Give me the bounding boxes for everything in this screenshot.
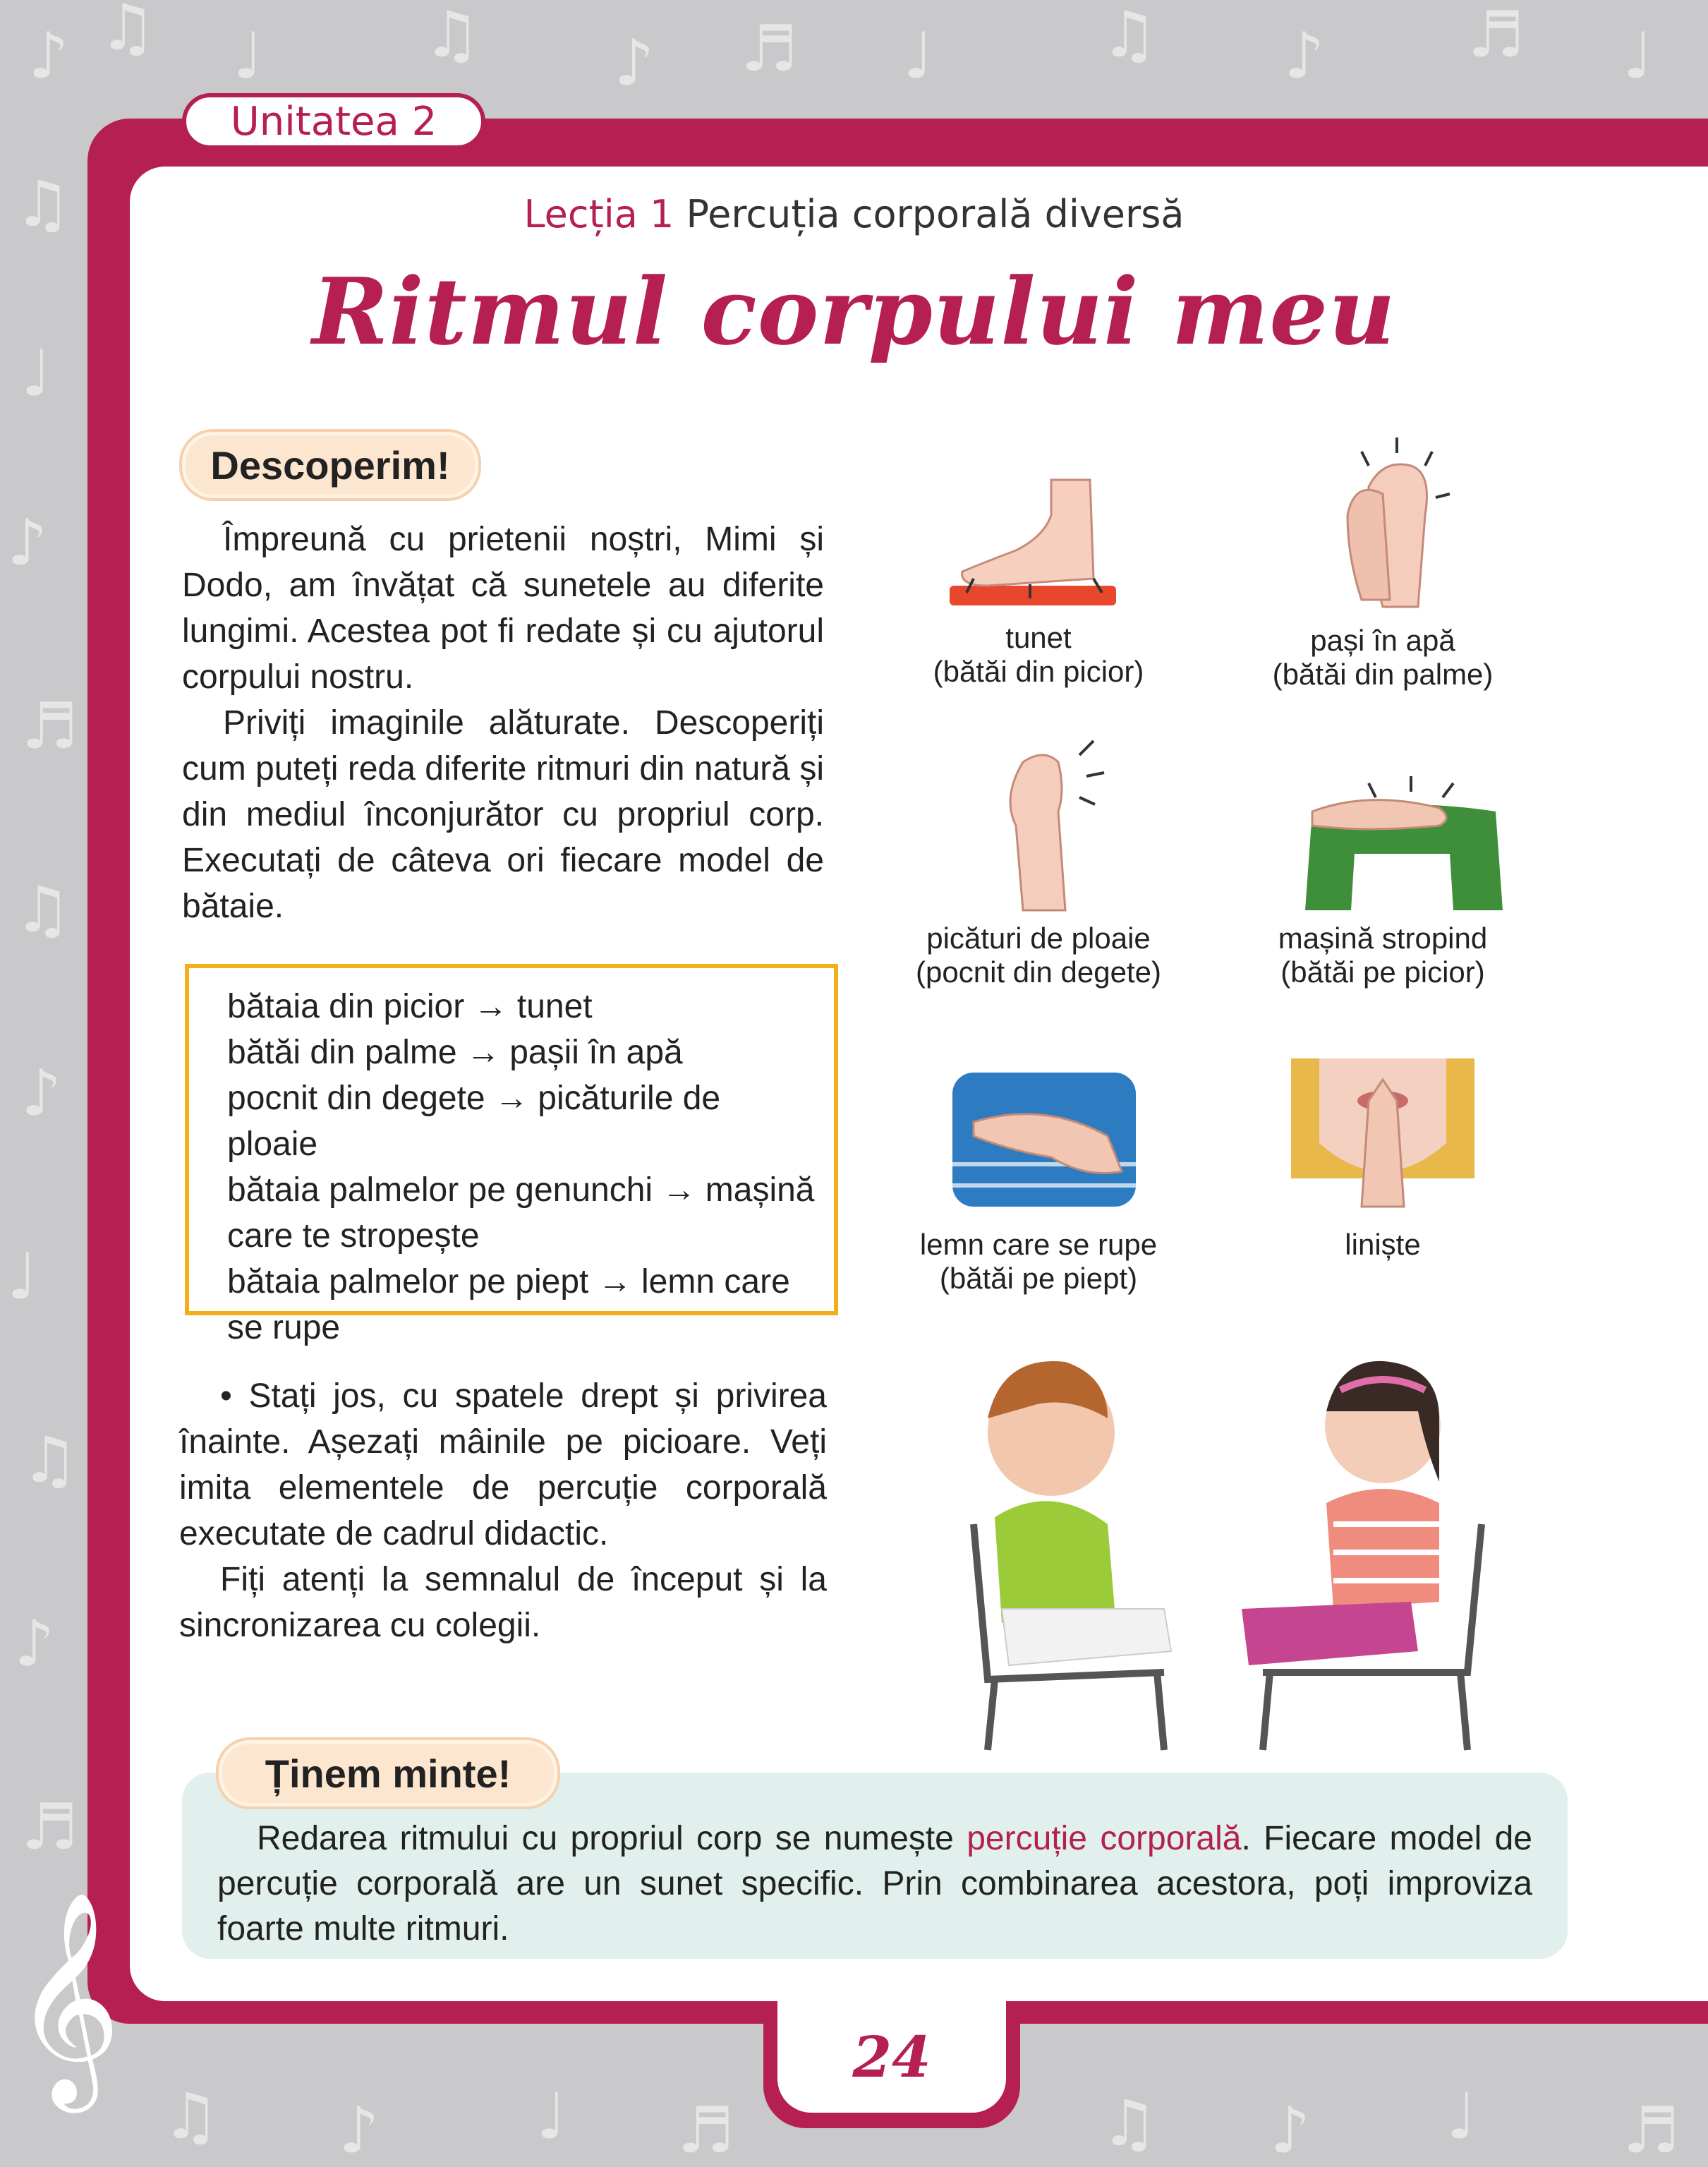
caption-line: (pocnit din degete) [916, 955, 1161, 989]
caption-line: (bătăi din palme) [1272, 658, 1494, 691]
remember-text [217, 1816, 1532, 1952]
svg-text:♫: ♫ [1101, 0, 1158, 72]
svg-text:♫: ♫ [1101, 2087, 1158, 2161]
foot-stomp-illustration [945, 473, 1129, 614]
page-number: 24 [852, 2024, 931, 2090]
caption-line: lemn care se rupe [919, 1228, 1158, 1261]
svg-text:♪: ♪ [7, 506, 48, 580]
caption-snap [890, 922, 1187, 989]
caption-line: (bătăi pe piept) [939, 1262, 1138, 1295]
svg-text:♬: ♬ [21, 689, 78, 763]
rule-item: pocnit din degete → picăturile de ploaie [227, 1080, 730, 1163]
discover-heading-label: Descoperim! [210, 442, 450, 488]
remember-text-start: Redarea ritmului cu propriul corp se numește [257, 1820, 967, 1857]
instruction-paragraph: Fiți atenți la semnalul de început și la sincronizarea cu colegii. [179, 1561, 827, 1644]
silence-gesture-illustration [1291, 1058, 1474, 1214]
remember-highlight: percuție corporală [967, 1820, 1242, 1857]
svg-text:♪: ♪ [1270, 2094, 1311, 2167]
remember-text-end: . Fiecare model de percuție corporală are un sunet specific. Prin combinarea acestora, poți improviza foarte multe ritmuri. [217, 1820, 1532, 1948]
svg-text:♩: ♩ [21, 337, 52, 411]
knee-tap-illustration [1298, 769, 1510, 910]
girl-figure [1242, 1361, 1482, 1750]
svg-text:♫: ♫ [21, 1423, 78, 1497]
discover-heading [182, 432, 478, 498]
svg-text:♪: ♪ [28, 19, 69, 93]
svg-text:♫: ♫ [14, 873, 71, 947]
caption-knee [1235, 922, 1531, 989]
intro-paragraph: Împreună cu prietenii noștri, Mimi și Dodo, am învățat că sunetele au diferite lungimi. Acestea pot fi redate și cu ajutorul corpului nostru. [182, 521, 824, 696]
unit-badge [182, 93, 485, 150]
svg-text:♩: ♩ [233, 19, 263, 93]
lesson-subtitle [0, 192, 1708, 236]
chest-tap-illustration [945, 1058, 1143, 1214]
caption-foot [890, 621, 1187, 689]
svg-text:♪: ♪ [21, 1056, 62, 1130]
svg-text:♫: ♫ [162, 2080, 219, 2154]
svg-text:♬: ♬ [1467, 0, 1525, 72]
caption-line: mașină stropind [1278, 922, 1488, 955]
remember-heading-label: Ținem minte! [265, 1751, 511, 1796]
caption-line: picături de ploaie [926, 922, 1151, 955]
svg-text:♪: ♪ [14, 1607, 55, 1681]
svg-text:♬: ♬ [21, 1790, 78, 1864]
caption-line: liniște [1345, 1228, 1421, 1261]
intro-text [182, 517, 824, 929]
svg-text:♪: ♪ [339, 2094, 380, 2167]
svg-text:♩: ♩ [1623, 19, 1653, 93]
caption-line: (bătăi pe picior) [1280, 955, 1485, 989]
unit-label: Unitatea 2 [230, 98, 437, 145]
svg-text:♪: ♪ [614, 26, 655, 100]
svg-text:♩: ♩ [903, 19, 933, 93]
svg-text:♬: ♬ [1623, 2094, 1680, 2167]
hand-clap-illustration [1326, 430, 1467, 614]
finger-snap-illustration [981, 734, 1122, 917]
caption-line: tunet [1005, 621, 1072, 654]
svg-text:♬: ♬ [677, 2094, 734, 2167]
svg-text:♬: ♬ [741, 12, 798, 86]
treble-clef-icon: 𝄞 [13, 1890, 121, 2103]
page-title: Ritmul corpului meu [312, 258, 1396, 366]
svg-text:♩: ♩ [7, 1240, 37, 1314]
remember-heading [219, 1740, 557, 1806]
svg-text:♩: ♩ [536, 2080, 567, 2154]
svg-text:♫: ♫ [14, 167, 71, 241]
rule-item: bătaia palmelor pe genunchi → mașină care te stropește [227, 1171, 824, 1255]
caption-line: (bătăi din picior) [933, 655, 1144, 688]
instruction-text [179, 1373, 827, 1648]
rule-item: bătăi din palme → pașii în apă [227, 1034, 683, 1071]
caption-chest [890, 1228, 1187, 1296]
svg-text:♫: ♫ [99, 0, 156, 65]
boy-figure [974, 1361, 1171, 1750]
caption-clap [1235, 624, 1531, 692]
lesson-topic: Percuția corporală diversă [686, 192, 1185, 236]
caption-silence [1235, 1228, 1531, 1262]
rule-item: bătaia din picior → tunet [227, 988, 593, 1025]
svg-text:♫: ♫ [423, 0, 480, 72]
instruction-paragraph: • Stați jos, cu spatele drept și privirea înainte. Așezați mâinile pe picioare. Veți imita elementele de percuție corporală executate de cadrul didactic. [179, 1377, 827, 1552]
intro-paragraph: Priviți imaginile alăturate. Descoperiți cum puteți reda diferite ritmuri din natură și din mediul înconjurător cu propriul corp. Executați de câteva ori fiecare model de bătaie. [182, 704, 824, 925]
svg-text:♩: ♩ [1446, 2080, 1477, 2154]
children-sitting-illustration [931, 1341, 1510, 1757]
lesson-number: Lecția 1 [523, 192, 674, 236]
svg-text:♪: ♪ [1284, 19, 1325, 93]
rules-box [185, 964, 838, 1346]
caption-line: pași în apă [1310, 624, 1455, 657]
rule-item: bătaia palmelor pe piept → lemn care se rupe [227, 1263, 800, 1346]
